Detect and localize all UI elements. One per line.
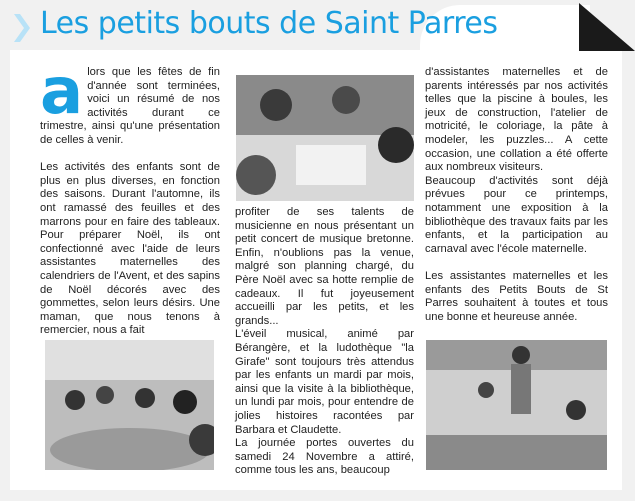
paragraph: profiter de ses talents de musicienne en nous présentant un petit concert de musique bretonne. Enfin, n'oublions pas la venue, malgré son planning chargé, du Père Noël avec sa hotte remplie de cadeaux. Il fut joyeusement accueilli par les petits, et les grands... — [235, 206, 414, 327]
paragraph: Les assistantes maternelles et les enfants des Petits Bouts de St Parres souhaitent à toutes et tous une bonne et heureuse année. — [425, 269, 608, 323]
photo-children-crafts — [236, 75, 414, 201]
header — [0, 0, 635, 52]
photo-children-group — [45, 340, 214, 470]
paragraph: Beaucoup d'activités sont déjà prévues pour ce printemps, notamment une exposition à la bibliothèque des travaux faits par les enfants, et la participation au carnaval avec l'école maternelle. — [425, 174, 608, 255]
paragraph: La journée portes ouvertes du samedi 24 Novembre a attiré, comme tous les ans, beaucoup — [235, 437, 414, 477]
paragraph: Les activités des enfants sont de plus en plus diverses, en fonction des saisons. Durant l'automne, ils ont ramassé des feuilles et des marrons pour en faire des tableaux. Pour préparer Noël, ils ont confectionné avec l'aide de leurs assistantes maternelles des calendriers de l'Avent, et des sapins de Noël décorés avec des gommettes, selon leurs désirs. Une maman, que nous tenons à remercier, nous a fait — [40, 161, 220, 337]
drop-cap: a — [40, 55, 84, 129]
column-1 — [40, 55, 220, 351]
paragraph: lors que les fêtes de fin d'année sont terminées, voici un résumé de nos activités durant ce trimestre, ainsi qu'une présentation de celles à venir. — [40, 66, 220, 146]
column-3 — [425, 66, 608, 338]
photo-children-playroom — [426, 340, 607, 470]
corner-triangle-icon — [577, 3, 635, 51]
paragraph: L'éveil musical, animé par Bérangère, et la ludothèque "la Girafe" sont toujours très attendus par les enfants un mardi par mois, ainsi que la visite à la bibliothèque, un lundi par mois, pour entendre de jolies histoires racontées par Barbara et Claudette. — [235, 328, 414, 436]
paragraph: d'assistantes maternelles et de parents intéressés par nos activités telles que la piscine à boules, les jeux de construction, l'atelier de motricité, le coloriage, la pâte à modeler, les puzzles... A cette occasion, une collation a été offerte aux nombreux visiteurs. — [425, 66, 608, 174]
page-title: Les petits bouts de Saint Parres — [40, 6, 498, 41]
column-2 — [235, 206, 414, 478]
chevron-right-icon — [12, 12, 32, 44]
